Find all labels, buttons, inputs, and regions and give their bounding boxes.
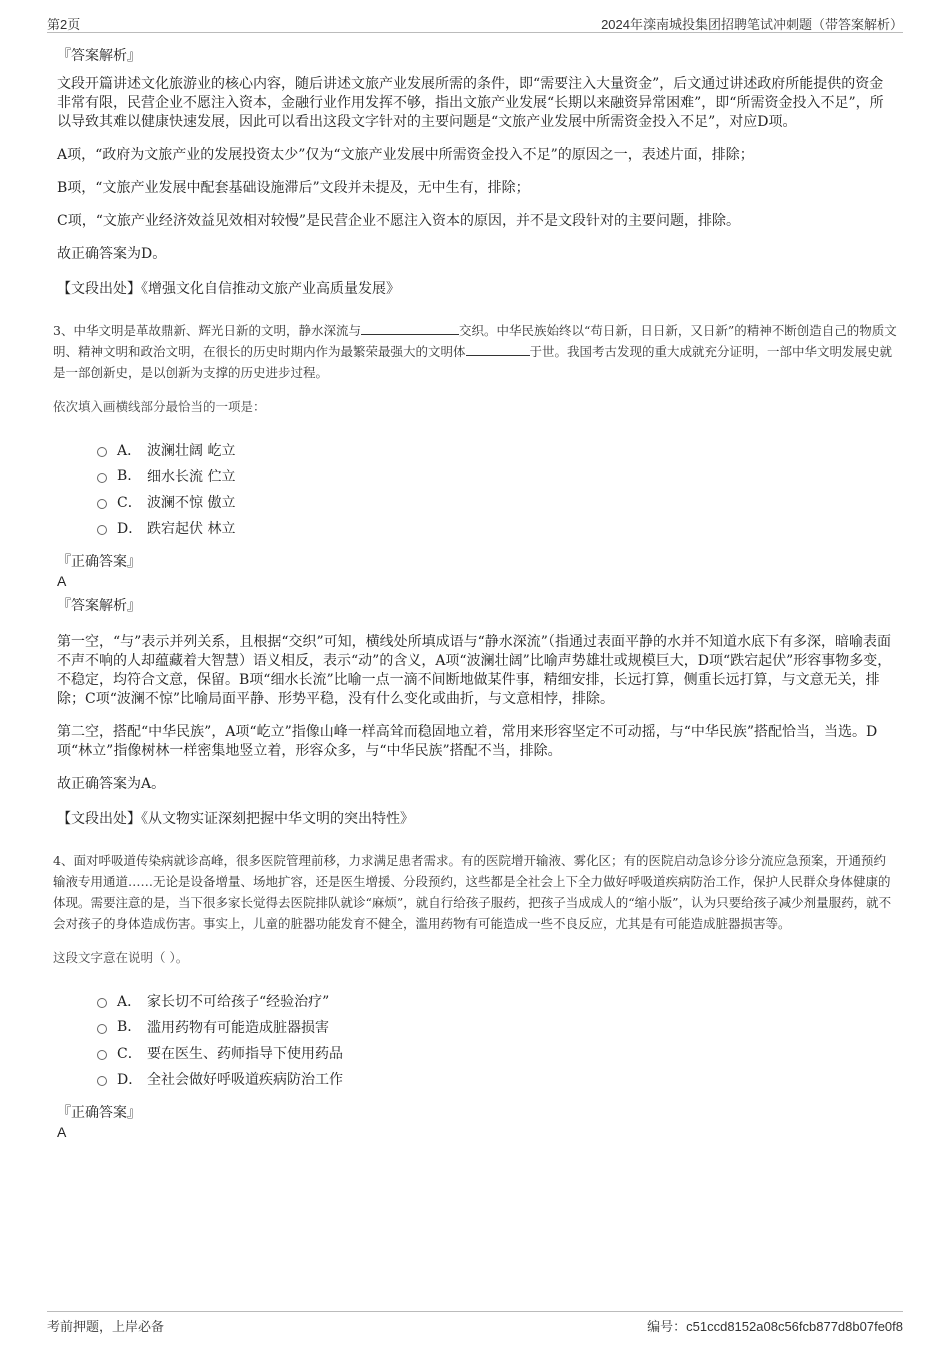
q3-source: 【文段出处】《从文物实证深刻把握中华文明的突出特性》 xyxy=(57,811,414,827)
q3-conclusion: 故正确答案为A。 xyxy=(57,776,166,792)
radio-icon[interactable] xyxy=(97,473,107,483)
q3-option-b[interactable]: B. 细水长流 伫立 xyxy=(97,463,897,489)
q3-option-d[interactable]: D． 跌宕起伏 林立 xyxy=(97,515,897,541)
footer-slogan: 考前押题，上岸必备 xyxy=(47,1319,165,1334)
q3-stem xyxy=(53,320,897,383)
page-number: 第2页 xyxy=(47,17,81,32)
radio-icon[interactable] xyxy=(97,525,107,535)
q4-stem: 4、面对呼吸道传染病就诊高峰，很多医院管理前移，力求满足患者需求。有的医院增开输液、雾化区；有的医院启动急诊分诊分流应急预案，开通预约输液专用通道……无论是设备增量、场地扩容，还是医生增援、分段预约，这些都是全社会上下全力做好呼吸道疾病防治工作，保护人民群众身体健康的体现。需要注意的是，当下很多家长觉得去医院排队就诊“麻烦”，就自行给孩子服药，把孩子当成成人的“缩小版”，认为只要给孩子减少剂量服药，就不会对孩子的身体造成伤害。事实上，儿童的脏器功能发育不健全，滥用药物有可能造成一些不良反应，尤其是有可能造成脏器损害等。 xyxy=(53,853,892,931)
q2-analysis-para-4: C项，“文旅产业经济效益见效相对较慢”是民营企业不愿注入资本的原因，并不是文段针对的主要问题，排除。 xyxy=(57,213,741,229)
q2-analysis-label: 『答案解析』 xyxy=(57,48,141,64)
radio-icon[interactable] xyxy=(97,447,107,457)
q3-option-a[interactable]: A． 波澜壮阔 屹立 xyxy=(97,437,897,463)
q4-prompt: 这段文字意在说明（ ）。 xyxy=(53,950,189,965)
q3-blank-2 xyxy=(466,343,530,356)
q3-answer-label: 『正确答案』 xyxy=(57,554,141,570)
q2-analysis-para-1: 文段开篇讲述文化旅游业的核心内容，随后讲述文旅产业发展所需的条件，即“需要注入大量资金”，后文通过讲述政府所能提供的资金非常有限，民营企业不愿注入资本，金融行业作用发挥不够，指出文旅产业发展“长期以来融资异常困难”，即“所需资金投入不足”，所以导致其难以健康快速发展，因此可以看出这段文字针对的主要问题是“文旅产业发展中所需资金投入不足”，对应D项。 xyxy=(57,76,884,130)
q4-option-d[interactable]: D． 全社会做好呼吸道疾病防治工作 xyxy=(97,1066,897,1092)
q2-source: 【文段出处】《增强文化自信推动文旅产业高质量发展》 xyxy=(57,281,400,297)
q4-option-c[interactable]: C． 要在医生、药师指导下使用药品 xyxy=(97,1040,897,1066)
radio-icon[interactable] xyxy=(97,499,107,509)
q3-stem-part-1: 3、中华文明是革故鼎新、辉光日新的文明，静水深流与 xyxy=(53,323,361,338)
page-content xyxy=(53,45,897,1146)
q3-analysis-para-2: 第二空，搭配“中华民族”，A项“屹立”指像山峰一样高耸而稳固地立着，常用来形容坚定不可动摇，与“中华民族”搭配恰当，当选。D项“林立”指像树林一样密集地竖立着，形容众多，与“中华民族”搭配不当，排除。 xyxy=(57,724,878,759)
q3-analysis-label: 『答案解析』 xyxy=(57,598,141,614)
q3-analysis-para-1: 第一空，“与”表示并列关系，且根据“交织”可知，横线处所填成语与“静水深流”（指通过表面平静的水并不知道水底下有多深，暗喻表面不声不响的人却蕴藏着大智慧）语义相反，表示“动”的含义，A项“波澜壮阔”比喻声势雄壮或规模巨大，D项“跌宕起伏”形容事物多变，不稳定，均符合文意，保留。B项“细水长流”比喻一点一滴不间断地做某件事，精细安排，长远打算，侧重长远打算，与文意无关，排除；C项“波澜不惊”比喻局面平静、形势平稳，没有什么变化或曲折，与文意相悖，排除。 xyxy=(57,634,892,707)
q3-stem-part-3: 于世。我国考古发现的重大成就充分证明，一部中华文明发展史就是一部创新史，是以创新为支撑的历史进步过程。 xyxy=(53,344,893,380)
q3-options xyxy=(97,437,897,541)
radio-icon[interactable] xyxy=(97,1050,107,1060)
document-code: 编号：c51ccd8152a08c56fcb877d8b07fe0f8 xyxy=(647,1319,903,1334)
radio-icon[interactable] xyxy=(97,1024,107,1034)
q4-answer: A xyxy=(57,1124,67,1140)
q3-option-c[interactable]: C． 波澜不惊 傲立 xyxy=(97,489,897,515)
q4-option-b[interactable]: B. 滥用药物有可能造成脏器损害 xyxy=(97,1014,897,1040)
q3-answer: A xyxy=(57,573,67,589)
radio-icon[interactable] xyxy=(97,1076,107,1086)
radio-icon[interactable] xyxy=(97,998,107,1008)
q2-analysis-para-2: A项，“政府为文旅产业的发展投资太少”仅为“文旅产业发展中所需资金投入不足”的原因之一，表述片面，排除； xyxy=(57,147,754,163)
page-header xyxy=(47,12,903,33)
q3-prompt: 依次填入画横线部分最恰当的一项是： xyxy=(53,399,266,414)
q2-analysis-para-3: B项，“文旅产业发展中配套基础设施滞后”文段并未提及，无中生有，排除； xyxy=(57,180,530,196)
q4-option-a[interactable]: A． 家长切不可给孩子“经验治疗” xyxy=(97,988,897,1014)
q4-answer-label: 『正确答案』 xyxy=(57,1105,141,1121)
q2-conclusion: 故正确答案为D。 xyxy=(57,246,167,262)
page-footer xyxy=(47,1311,903,1336)
q3-blank-1 xyxy=(361,322,459,335)
q4-options xyxy=(97,988,897,1092)
document-title: 2024年滦南城投集团招聘笔试冲刺题（带答案解析） xyxy=(601,17,903,32)
q3-stem-part-2: 交织。中华民族始终以“苟日新，日日新，又日新”的精神不断创造自己的物质文明、精神文明和政治文明，在很长的历史时期内作为最繁荣最强大的文明体 xyxy=(53,323,897,359)
